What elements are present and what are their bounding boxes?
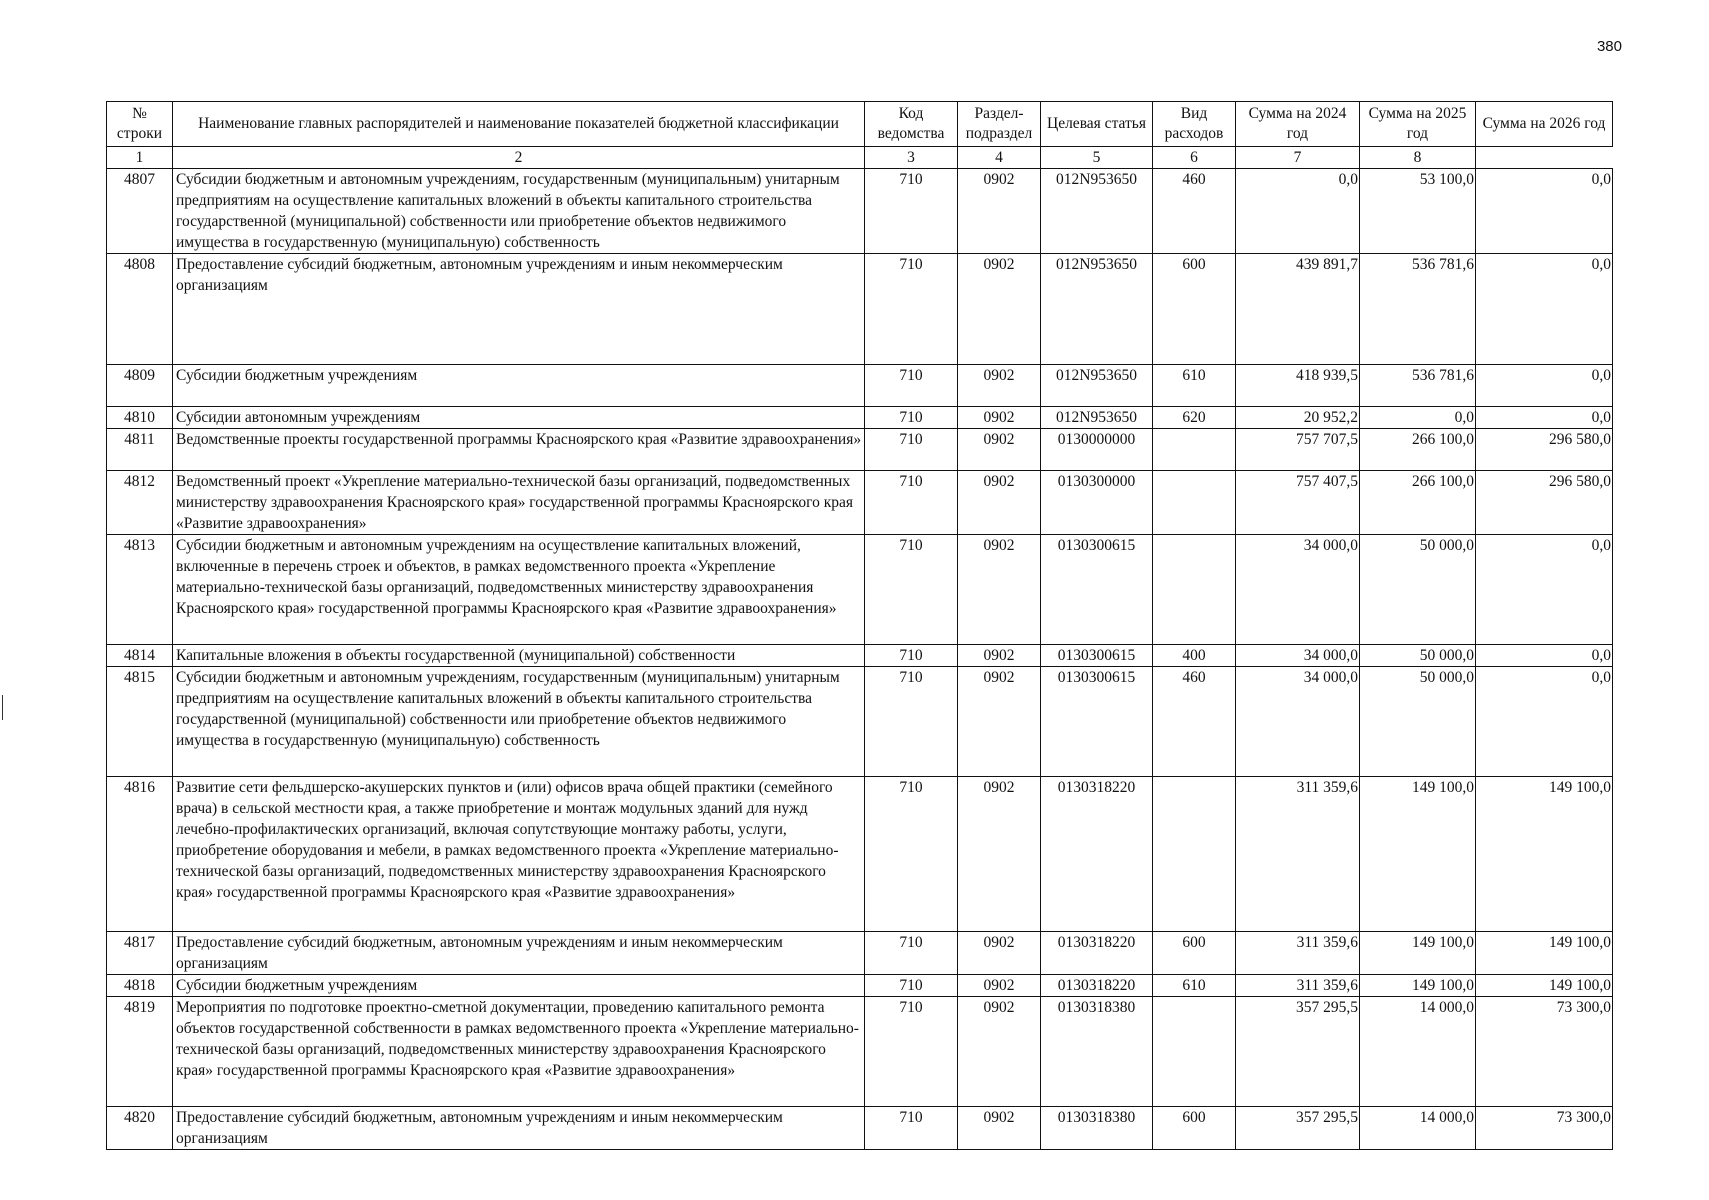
sum-2026: 0,0 (1476, 645, 1613, 667)
row-name: Мероприятия по подготовке проектно-сметной документации, проведению капитального ремонта объектов государственной собственности в рамках ведомственного проекта «Укрепление материально-технической базы организаций, подведомственных министерству здравоохранения Красноярского края» государственной программы Красноярского края «Развитие здравоохранения» (173, 997, 865, 1107)
sum-2026: 73 300,0 (1476, 997, 1613, 1107)
dept-code: 710 (865, 997, 958, 1107)
target-article: 012N953650 (1041, 169, 1153, 254)
sum-2024: 357 295,5 (1236, 1107, 1360, 1150)
table-row (107, 667, 1613, 777)
sum-2026: 0,0 (1476, 254, 1613, 365)
header-row-no: № строки (107, 102, 173, 147)
sum-2024: 34 000,0 (1236, 645, 1360, 667)
sum-2024: 357 295,5 (1236, 997, 1360, 1107)
sum-2024: 757 707,5 (1236, 429, 1360, 471)
margin-mark (2, 695, 3, 720)
row-number: 4810 (107, 407, 173, 429)
row-number: 4820 (107, 1107, 173, 1150)
column-number: 8 (1360, 147, 1476, 169)
header-section: Раздел-подраздел (958, 102, 1041, 147)
target-article: 0130300000 (1041, 471, 1153, 535)
section-code: 0902 (958, 997, 1041, 1107)
row-name: Субсидии бюджетным и автономным учреждениям, государственным (муниципальным) унитарным предприятиям на осуществление капитальных вложений в объекты капитального строительства государственной (муниципальной) собственности или приобретение объектов недвижимого имущества в государственную (муниципальную) собственность (173, 667, 865, 777)
row-number: 4815 (107, 667, 173, 777)
sum-2026: 149 100,0 (1476, 777, 1613, 932)
sum-2024: 757 407,5 (1236, 471, 1360, 535)
table-row (107, 254, 1613, 365)
column-number: 7 (1236, 147, 1360, 169)
header-dept-code: Код ведомства (865, 102, 958, 147)
expense-type (1153, 535, 1236, 645)
column-number: 3 (865, 147, 958, 169)
sum-2025: 50 000,0 (1360, 667, 1476, 777)
sum-2026: 296 580,0 (1476, 429, 1613, 471)
header-sum-2024: Сумма на 2024 год (1236, 102, 1360, 147)
section-code: 0902 (958, 535, 1041, 645)
budget-table-wrapper (106, 101, 1613, 1150)
column-number: 1 (107, 147, 173, 169)
target-article: 0130318380 (1041, 1107, 1153, 1150)
sum-2025: 536 781,6 (1360, 365, 1476, 407)
target-article: 0130000000 (1041, 429, 1153, 471)
sum-2024: 20 952,2 (1236, 407, 1360, 429)
sum-2024: 418 939,5 (1236, 365, 1360, 407)
section-code: 0902 (958, 777, 1041, 932)
table-row (107, 777, 1613, 932)
row-number: 4817 (107, 932, 173, 975)
page-number: 380 (1596, 38, 1622, 55)
sum-2026: 73 300,0 (1476, 1107, 1613, 1150)
expense-type: 400 (1153, 645, 1236, 667)
header-name: Наименование главных распорядителей и наименование показателей бюджетной классификации (173, 102, 865, 147)
row-number: 4812 (107, 471, 173, 535)
section-code: 0902 (958, 254, 1041, 365)
table-row (107, 535, 1613, 645)
expense-type (1153, 997, 1236, 1107)
row-number: 4818 (107, 975, 173, 997)
dept-code: 710 (865, 1107, 958, 1150)
target-article: 0130318220 (1041, 932, 1153, 975)
dept-code: 710 (865, 645, 958, 667)
section-code: 0902 (958, 1107, 1041, 1150)
row-name: Ведомственные проекты государственной программы Красноярского края «Развитие здравоохранения» (173, 429, 865, 471)
header-expense-type: Вид расходов (1153, 102, 1236, 147)
target-article: 012N953650 (1041, 407, 1153, 429)
table-row (107, 932, 1613, 975)
sum-2026: 0,0 (1476, 407, 1613, 429)
expense-type (1153, 429, 1236, 471)
row-number: 4807 (107, 169, 173, 254)
target-article: 0130318220 (1041, 975, 1153, 997)
sum-2025: 149 100,0 (1360, 777, 1476, 932)
section-code: 0902 (958, 645, 1041, 667)
table-row (107, 997, 1613, 1107)
row-number: 4813 (107, 535, 173, 645)
column-number: 4 (958, 147, 1041, 169)
section-code: 0902 (958, 667, 1041, 777)
table-row (107, 365, 1613, 407)
sum-2026: 0,0 (1476, 169, 1613, 254)
expense-type: 460 (1153, 169, 1236, 254)
sum-2025: 266 100,0 (1360, 471, 1476, 535)
sum-2025: 149 100,0 (1360, 975, 1476, 997)
sum-2026: 0,0 (1476, 535, 1613, 645)
row-number: 4816 (107, 777, 173, 932)
column-number: 6 (1153, 147, 1236, 169)
row-name: Субсидии бюджетным учреждениям (173, 365, 865, 407)
sum-2025: 50 000,0 (1360, 645, 1476, 667)
dept-code: 710 (865, 667, 958, 777)
section-code: 0902 (958, 365, 1041, 407)
dept-code: 710 (865, 777, 958, 932)
sum-2025: 266 100,0 (1360, 429, 1476, 471)
row-name: Ведомственный проект «Укрепление материально-технической базы организаций, подведомственных министерству здравоохранения Красноярского края» государственной программы Красноярского края «Развитие здравоохранения» (173, 471, 865, 535)
sum-2026: 149 100,0 (1476, 975, 1613, 997)
section-code: 0902 (958, 429, 1041, 471)
section-code: 0902 (958, 407, 1041, 429)
expense-type: 610 (1153, 365, 1236, 407)
dept-code: 710 (865, 932, 958, 975)
sum-2025: 536 781,6 (1360, 254, 1476, 365)
row-name: Предоставление субсидий бюджетным, автономным учреждениям и иным некоммерческим организациям (173, 254, 865, 365)
row-name: Субсидии бюджетным и автономным учреждениям на осуществление капитальных вложений, включенные в перечень строек и объектов, в рамках ведомственного проекта «Укрепление материально-технической базы организаций, подведомственных министерству здравоохранения Красноярского края» государственной программы Красноярского края «Развитие здравоохранения» (173, 535, 865, 645)
target-article: 0130318380 (1041, 997, 1153, 1107)
row-name: Предоставление субсидий бюджетным, автономным учреждениям и иным некоммерческим организациям (173, 932, 865, 975)
sum-2024: 311 359,6 (1236, 777, 1360, 932)
expense-type (1153, 777, 1236, 932)
sum-2024: 34 000,0 (1236, 667, 1360, 777)
sum-2026: 0,0 (1476, 365, 1613, 407)
sum-2025: 0,0 (1360, 407, 1476, 429)
header-target-article: Целевая статья (1041, 102, 1153, 147)
table-row (107, 645, 1613, 667)
dept-code: 710 (865, 975, 958, 997)
sum-2025: 149 100,0 (1360, 932, 1476, 975)
sum-2024: 34 000,0 (1236, 535, 1360, 645)
row-number: 4811 (107, 429, 173, 471)
table-row (107, 429, 1613, 471)
row-number: 4819 (107, 997, 173, 1107)
column-number: 5 (1041, 147, 1153, 169)
row-name: Предоставление субсидий бюджетным, автономным учреждениям и иным некоммерческим организациям (173, 1107, 865, 1150)
sum-2025: 14 000,0 (1360, 997, 1476, 1107)
sum-2025: 50 000,0 (1360, 535, 1476, 645)
expense-type: 600 (1153, 254, 1236, 365)
dept-code: 710 (865, 471, 958, 535)
target-article: 0130300615 (1041, 535, 1153, 645)
expense-type (1153, 471, 1236, 535)
row-number: 4808 (107, 254, 173, 365)
sum-2024: 0,0 (1236, 169, 1360, 254)
header-sum-2026: Сумма на 2026 год (1476, 102, 1613, 147)
expense-type: 600 (1153, 1107, 1236, 1150)
column-number-row (107, 147, 1613, 169)
sum-2025: 53 100,0 (1360, 169, 1476, 254)
target-article: 0130300615 (1041, 645, 1153, 667)
dept-code: 710 (865, 407, 958, 429)
expense-type: 610 (1153, 975, 1236, 997)
sum-2025: 14 000,0 (1360, 1107, 1476, 1150)
dept-code: 710 (865, 535, 958, 645)
header-sum-2025: Сумма на 2025 год (1360, 102, 1476, 147)
table-row (107, 407, 1613, 429)
expense-type: 460 (1153, 667, 1236, 777)
section-code: 0902 (958, 471, 1041, 535)
expense-type: 620 (1153, 407, 1236, 429)
sum-2026: 149 100,0 (1476, 932, 1613, 975)
row-number: 4814 (107, 645, 173, 667)
section-code: 0902 (958, 169, 1041, 254)
section-code: 0902 (958, 932, 1041, 975)
table-row (107, 1107, 1613, 1150)
sum-2026: 0,0 (1476, 667, 1613, 777)
row-name: Развитие сети фельдшерско-акушерских пунктов и (или) офисов врача общей практики (семейного врача) в сельской местности края, а также приобретение и монтаж модульных зданий для нужд лечебно-профилактических организаций, включая сопутствующие монтажу работы, услуги, приобретение оборудования и мебели, в рамках ведомственного проекта «Укрепление материально-технической базы организаций, подведомственных министерству здравоохранения Красноярского края» государственной программы Красноярского края «Развитие здравоохранения» (173, 777, 865, 932)
budget-table (106, 101, 1613, 1150)
table-row (107, 471, 1613, 535)
row-name: Субсидии автономным учреждениям (173, 407, 865, 429)
dept-code: 710 (865, 429, 958, 471)
row-name: Капитальные вложения в объекты государственной (муниципальной) собственности (173, 645, 865, 667)
column-number: 2 (173, 147, 865, 169)
table-row (107, 975, 1613, 997)
dept-code: 710 (865, 169, 958, 254)
sum-2026: 296 580,0 (1476, 471, 1613, 535)
sum-2024: 311 359,6 (1236, 975, 1360, 997)
sum-2024: 311 359,6 (1236, 932, 1360, 975)
row-name: Субсидии бюджетным учреждениям (173, 975, 865, 997)
target-article: 012N953650 (1041, 365, 1153, 407)
target-article: 012N953650 (1041, 254, 1153, 365)
expense-type: 600 (1153, 932, 1236, 975)
table-row (107, 169, 1613, 254)
target-article: 0130300615 (1041, 667, 1153, 777)
section-code: 0902 (958, 975, 1041, 997)
header-row (107, 102, 1613, 147)
sum-2024: 439 891,7 (1236, 254, 1360, 365)
row-name: Субсидии бюджетным и автономным учреждениям, государственным (муниципальным) унитарным предприятиям на осуществление капитальных вложений в объекты капитального строительства государственной (муниципальной) собственности или приобретение объектов недвижимого имущества в государственную (муниципальную) собственность (173, 169, 865, 254)
row-number: 4809 (107, 365, 173, 407)
dept-code: 710 (865, 254, 958, 365)
target-article: 0130318220 (1041, 777, 1153, 932)
dept-code: 710 (865, 365, 958, 407)
